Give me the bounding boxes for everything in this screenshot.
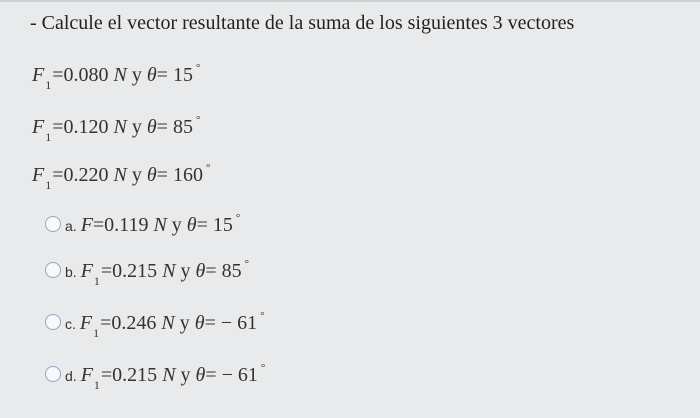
force-subscript: 1 xyxy=(93,274,100,288)
conjunction: y xyxy=(171,214,182,236)
force-value: =0.119 xyxy=(92,214,149,236)
degree-symbol: ° xyxy=(235,212,241,224)
force-symbol: F xyxy=(32,116,45,138)
degree-symbol: ° xyxy=(260,362,266,374)
given-vector-2 xyxy=(32,114,201,144)
force-unit: N xyxy=(113,164,127,186)
angle-value: 15 xyxy=(212,214,233,236)
equals-sign: = xyxy=(156,164,168,186)
force-symbol: F xyxy=(32,164,45,186)
theta-symbol: θ xyxy=(146,164,157,186)
theta-symbol: θ xyxy=(186,214,197,236)
equals-sign: = xyxy=(196,214,208,236)
question-text: - Calcule el vector resultante de la suma de los siguientes 3 vectores xyxy=(30,12,575,34)
force-value: =0.080 xyxy=(52,64,109,86)
force-symbol: F xyxy=(32,64,45,86)
force-unit: N xyxy=(113,64,127,86)
force-subscript: 1 xyxy=(45,130,52,144)
radio-button[interactable] xyxy=(45,314,61,330)
force-unit: N xyxy=(162,364,176,386)
equals-sign: = xyxy=(205,364,217,386)
option-b[interactable] xyxy=(45,258,250,288)
conjunction: y xyxy=(131,116,142,138)
conjunction: y xyxy=(180,260,191,282)
force-value: =0.215 xyxy=(100,364,158,386)
degree-symbol: ° xyxy=(244,258,250,270)
conjunction: y xyxy=(131,64,142,86)
force-value: =0.246 xyxy=(100,312,157,334)
equals-sign: = xyxy=(204,312,216,334)
degree-symbol: ° xyxy=(195,62,201,74)
theta-symbol: θ xyxy=(195,260,206,282)
option-expression xyxy=(79,310,265,340)
option-expression xyxy=(80,362,266,392)
conjunction: y xyxy=(180,364,191,386)
given-vector-3 xyxy=(32,162,211,192)
option-expression xyxy=(81,214,241,237)
force-unit: N xyxy=(113,116,127,138)
top-divider xyxy=(0,0,700,2)
force-subscript: 1 xyxy=(93,378,100,392)
theta-symbol: θ xyxy=(195,364,206,386)
force-symbol: F xyxy=(80,214,93,236)
degree-symbol: ° xyxy=(205,162,211,174)
theta-symbol: θ xyxy=(146,64,157,86)
conjunction: y xyxy=(131,164,142,186)
angle-value: 160 xyxy=(172,164,203,186)
force-symbol: F xyxy=(80,260,93,282)
force-value: =0.215 xyxy=(100,260,158,282)
force-unit: N xyxy=(161,312,175,334)
radio-button[interactable] xyxy=(45,366,61,382)
force-subscript: 1 xyxy=(93,326,100,340)
option-letter: c. xyxy=(65,316,76,332)
angle-value: 85 xyxy=(221,260,242,282)
option-a[interactable] xyxy=(45,214,240,237)
given-vector-1 xyxy=(32,62,201,92)
theta-symbol: θ xyxy=(194,312,205,334)
option-letter: a. xyxy=(65,218,77,234)
option-c[interactable] xyxy=(45,310,265,340)
angle-value: − 61 xyxy=(220,312,258,334)
angle-value: 85 xyxy=(172,116,193,138)
option-letter: b. xyxy=(65,264,77,280)
equals-sign: = xyxy=(156,64,168,86)
option-letter: d. xyxy=(65,368,77,384)
force-value: =0.220 xyxy=(52,164,109,186)
angle-value: 15 xyxy=(172,64,193,86)
force-value: =0.120 xyxy=(52,116,109,138)
degree-symbol: ° xyxy=(195,114,201,126)
force-unit: N xyxy=(153,214,167,236)
conjunction: y xyxy=(179,312,190,334)
theta-symbol: θ xyxy=(146,116,157,138)
radio-button[interactable] xyxy=(45,216,61,232)
option-d[interactable] xyxy=(45,362,266,392)
force-unit: N xyxy=(162,260,176,282)
force-symbol: F xyxy=(80,364,93,386)
force-subscript: 1 xyxy=(45,78,52,92)
radio-button[interactable] xyxy=(45,262,61,278)
force-symbol: F xyxy=(79,312,93,334)
equals-sign: = xyxy=(205,260,217,282)
option-expression xyxy=(80,258,250,288)
equals-sign: = xyxy=(156,116,168,138)
angle-value: − 61 xyxy=(221,364,258,386)
degree-symbol: ° xyxy=(260,310,265,322)
force-subscript: 1 xyxy=(45,178,52,192)
